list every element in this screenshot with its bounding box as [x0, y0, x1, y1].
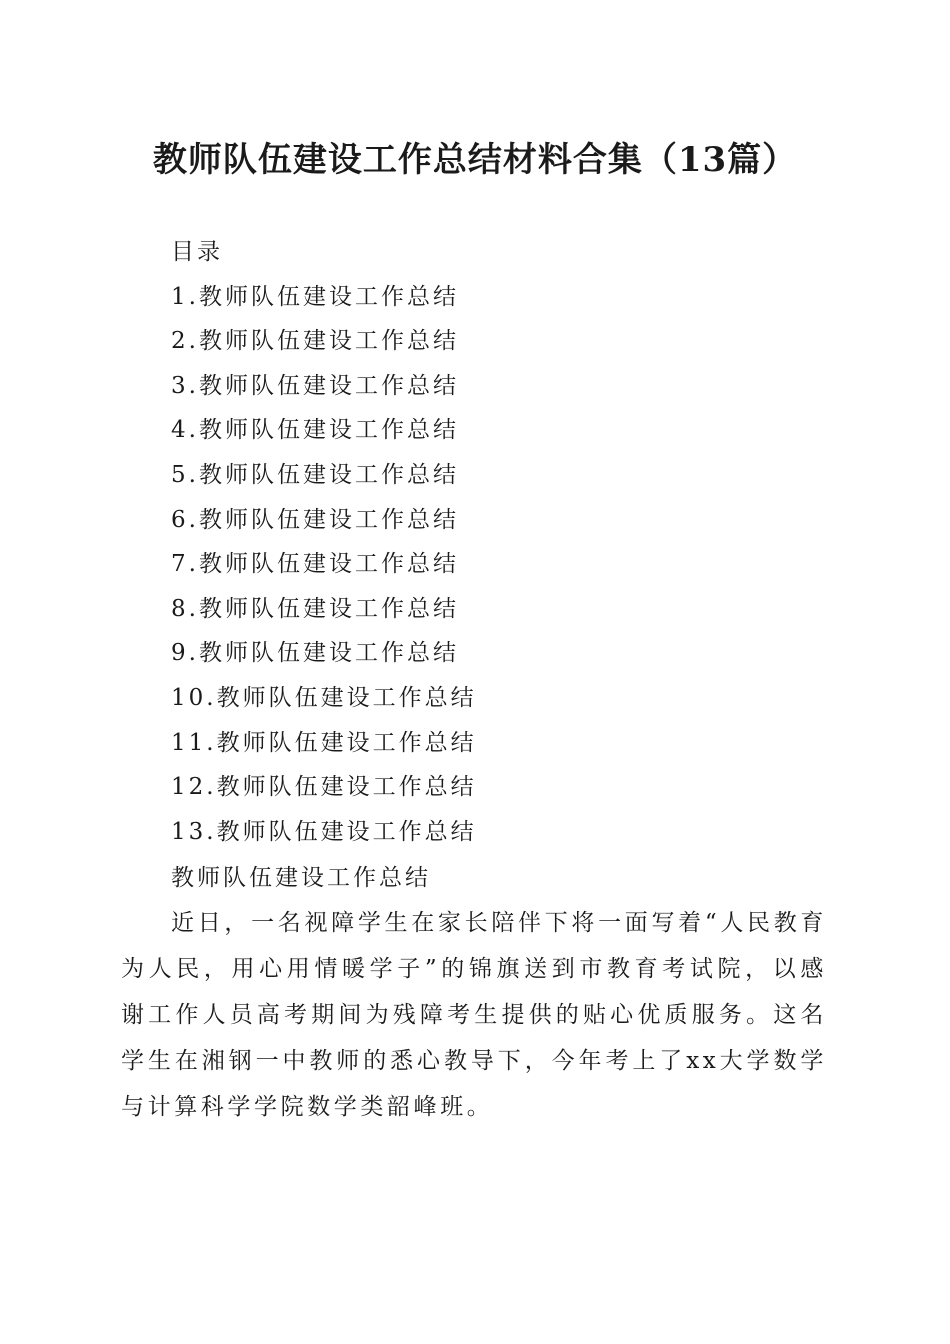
- toc-item: 13.教师队伍建设工作总结: [171, 818, 477, 845]
- toc-item: 10.教师队伍建设工作总结: [171, 684, 477, 711]
- toc-item: 8.教师队伍建设工作总结: [171, 595, 459, 622]
- toc-item: 12.教师队伍建设工作总结: [171, 774, 477, 801]
- toc-item: 7.教师队伍建设工作总结: [171, 551, 459, 578]
- toc-item: 6.教师队伍建设工作总结: [171, 506, 459, 533]
- toc-item: 1.教师队伍建设工作总结: [171, 283, 459, 310]
- toc-item: 3.教师队伍建设工作总结: [171, 372, 459, 399]
- toc-item: 4.教师队伍建设工作总结: [171, 417, 459, 444]
- toc-item: 5.教师队伍建设工作总结: [171, 461, 459, 488]
- toc-heading: 目录: [171, 239, 223, 265]
- toc-item: 11.教师队伍建设工作总结: [171, 729, 477, 756]
- body-paragraph: 近日，一名视障学生在家长陪伴下将一面写着“人民教育为人民，用心用情暖学子”的锦旗送到市教育考试院，以感谢工作人员高考期间为残障考生提供的贴心优质服务。这名学生在湘钢一中教师的悉心教导下，今年考上了xx大学数学与计算科学学院数学类韶峰班。: [121, 910, 827, 1120]
- document-title: 教师队伍建设工作总结材料合集（13篇）: [152, 140, 798, 180]
- toc-item: 9.教师队伍建设工作总结: [171, 640, 459, 667]
- section-title: 教师队伍建设工作总结: [171, 865, 431, 891]
- toc-item: 2.教师队伍建设工作总结: [171, 328, 459, 355]
- table-of-contents: [171, 230, 477, 854]
